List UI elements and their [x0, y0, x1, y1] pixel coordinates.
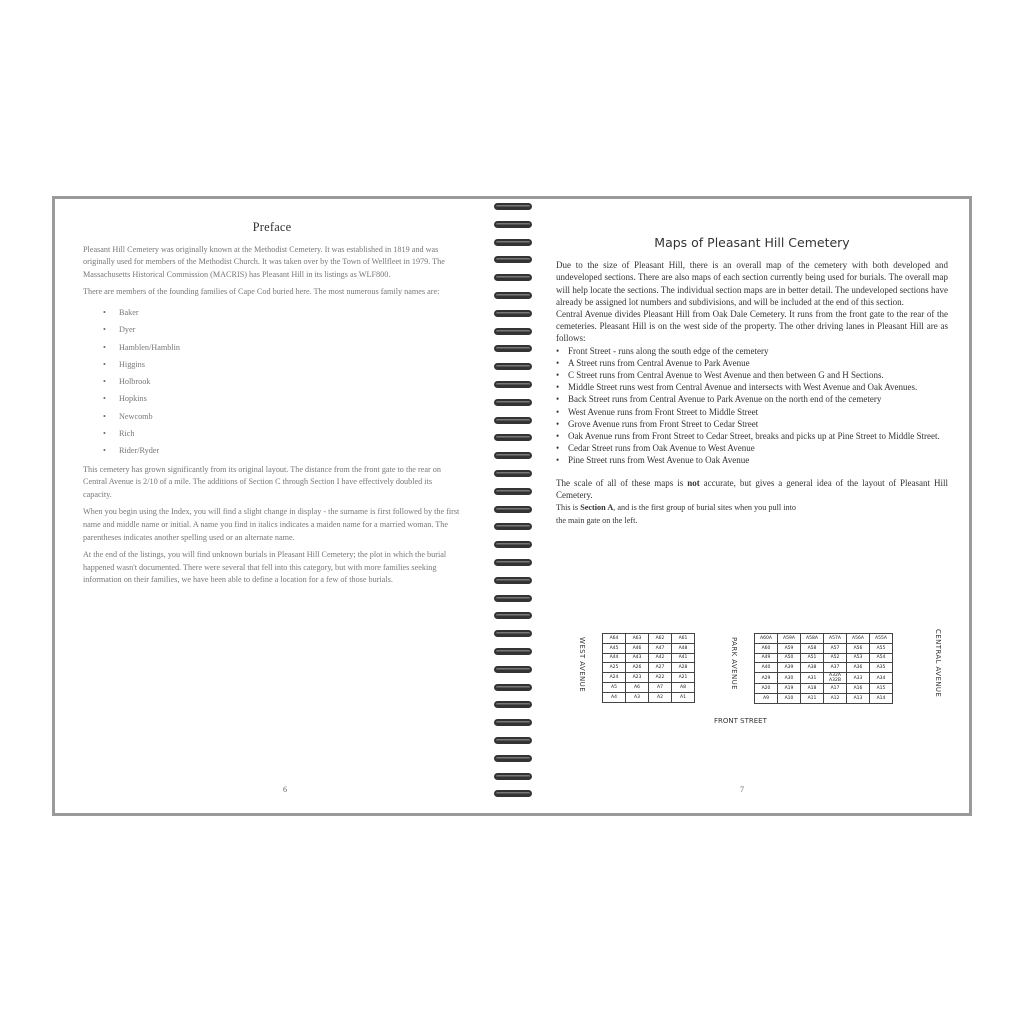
scale-note-emphasis: not: [687, 477, 700, 488]
lot-cell: A14: [870, 693, 893, 703]
grid-row: [603, 634, 695, 644]
lot-cell: A17: [824, 684, 847, 694]
spiral-coil: [490, 202, 536, 212]
lot-cell: A58: [801, 643, 824, 653]
lot-cell: A55A: [870, 634, 893, 644]
spiral-coil: [490, 433, 536, 443]
lot-cell: A57: [824, 643, 847, 653]
lot-cell: A60: [755, 643, 778, 653]
list-item: • Cedar Street runs from Oak Avenue to West Avenue: [568, 442, 948, 454]
lot-cell: A64: [603, 634, 626, 644]
list-item: • Newcomb: [119, 408, 461, 425]
lot-cell: A5: [603, 682, 626, 692]
section-name: Section A: [580, 503, 614, 513]
lot-cell: A57A: [824, 634, 847, 644]
list-item: • Pine Street runs from West Avenue to Oak Avenue: [568, 454, 948, 466]
lot-cell: A4: [603, 692, 626, 702]
lot-cell: A1: [672, 692, 695, 702]
lot-cell: A32A A32B: [824, 673, 847, 684]
preface-paragraph: Pleasant Hill Cemetery was originally known at the Methodist Cemetery. It was established in 1819 and was originally used for members of the Methodist Church. It was taken over by the Town of Wellfleet in 1979. The Massachusetts Historical Commission (MACRIS) has Pleasant Hill in its listings as WLF800.: [83, 244, 445, 279]
lot-cell: A16: [847, 684, 870, 694]
list-item: • A Street runs from Central Avenue to Park Avenue: [568, 357, 948, 369]
spiral-coil: [490, 416, 536, 426]
spiral-coil: [490, 220, 536, 230]
lot-cell: A43: [626, 653, 649, 663]
lot-cell: A59: [778, 643, 801, 653]
list-item: • Middle Street runs west from Central Avenue and intersects with West Avenue and Oak Avenues.: [568, 381, 948, 393]
list-item: • Hamblen/Hamblin: [119, 339, 461, 356]
spiral-coil: [490, 772, 536, 782]
lot-cell: A46: [626, 643, 649, 653]
lot-cell: A29: [755, 673, 778, 684]
spiral-coil: [490, 736, 536, 746]
maps-content: [556, 237, 948, 527]
spiral-coil: [490, 665, 536, 675]
west-avenue-label: WEST AVENUE: [578, 637, 586, 693]
spiral-coil: [490, 647, 536, 657]
page-title: Maps of Pleasant Hill Cemetery: [654, 235, 850, 250]
lot-cell: A56: [847, 643, 870, 653]
park-avenue-label: PARK AVENUE: [730, 637, 738, 690]
list-item: • Hopkins: [119, 390, 461, 407]
maps-paragraph: Central Avenue divides Pleasant Hill from Oak Dale Cemetery. It runs from the front gate to the rear of the cemeteries. Pleasant Hill is on the west side of the property. The other driving lanes in Pleasant Hill are as follows:: [556, 309, 948, 344]
lot-cell: A58A: [801, 634, 824, 644]
spiral-coil: [490, 718, 536, 728]
lot-cell: A3: [626, 692, 649, 702]
lot-cell: A44: [603, 653, 626, 663]
grid-row: [755, 684, 893, 694]
section-a-grid-right: [754, 633, 893, 704]
lot-cell: A47: [649, 643, 672, 653]
spiral-coil: [490, 700, 536, 710]
lot-cell: A39: [778, 663, 801, 673]
lot-cell: A23: [626, 673, 649, 683]
preface-content: [83, 217, 461, 592]
spiral-coil: [490, 487, 536, 497]
scale-note-text: accurate, but gives a general idea of the layout of Pleasant Hill Cemetery.: [556, 477, 948, 500]
lot-cell: A50: [778, 653, 801, 663]
spiral-coil: [490, 398, 536, 408]
list-item: • Front Street - runs along the south edge of the cemetery: [568, 345, 948, 357]
list-item: • Higgins: [119, 356, 461, 373]
section-a-grid-left: [602, 633, 695, 703]
section-a-map: [532, 629, 952, 749]
lot-cell: A42: [649, 653, 672, 663]
lot-cell: A8: [672, 682, 695, 692]
spiral-coil: [490, 309, 536, 319]
lot-cell: A34: [870, 673, 893, 684]
spiral-coil: [490, 789, 536, 799]
section-note-text: This is: [556, 503, 581, 513]
spiral-coil: [490, 594, 536, 604]
list-item: • Dyer: [119, 321, 461, 338]
lot-cell: A53: [847, 653, 870, 663]
section-note: [556, 501, 796, 527]
lot-cell: A19: [778, 684, 801, 694]
grid-row: [603, 653, 695, 663]
grid-row: [755, 693, 893, 703]
spiral-coil: [490, 291, 536, 301]
lot-cell: A24: [603, 673, 626, 683]
spiral-coil: [490, 683, 536, 693]
lot-cell: A49: [755, 653, 778, 663]
list-item: • Rich: [119, 425, 461, 442]
scale-note: [556, 477, 948, 501]
grid-row: [755, 634, 893, 644]
lot-cell: A63: [626, 634, 649, 644]
spiral-coil: [490, 344, 536, 354]
lot-cell: A25: [603, 663, 626, 673]
spiral-coil: [490, 629, 536, 639]
lot-cell: A11: [801, 693, 824, 703]
grid-row: [603, 682, 695, 692]
lot-cell: A18: [801, 684, 824, 694]
spiral-coil: [490, 255, 536, 265]
lot-cell: A26: [626, 663, 649, 673]
lot-cell: A2: [649, 692, 672, 702]
preface-paragraph: When you begin using the Index, you will find a slight change in display - the surname is first followed by the first name and middle name or initial. A name you find in italics indicates a maiden name for a married woman. The parentheses indicates another spelling used or an alternate name.: [83, 507, 460, 542]
lot-cell: A27: [649, 663, 672, 673]
spiral-coil: [490, 540, 536, 550]
spiral-coil: [490, 754, 536, 764]
spiral-coil: [490, 380, 536, 390]
spiral-coil: [490, 238, 536, 248]
lot-cell: A56A: [847, 634, 870, 644]
lot-cell: A13: [847, 693, 870, 703]
lot-cell: A62: [649, 634, 672, 644]
lot-cell: A51: [801, 653, 824, 663]
lot-cell: A54: [870, 653, 893, 663]
list-item: • C Street runs from Central Avenue to West Avenue and then between G and H Sections.: [568, 369, 948, 381]
grid-row: [755, 663, 893, 673]
spiral-coil: [490, 273, 536, 283]
family-list: [83, 304, 461, 460]
spiral-coil: [490, 522, 536, 532]
list-item: • West Avenue runs from Front Street to Middle Street: [568, 406, 948, 418]
front-street-label: FRONT STREET: [714, 717, 767, 725]
lot-cell: A41: [672, 653, 695, 663]
right-page: [514, 196, 972, 816]
lot-cell: A10: [778, 693, 801, 703]
grid-row: [755, 653, 893, 663]
maps-paragraph: Due to the size of Pleasant Hill, there is an overall map of the cemetery with both developed and undeveloped sections. There are also maps of each section currently being used for burials. The overall map will help locate the sections. The individual section maps are in better detail. The undeveloped sections have already be assigned lot numbers and subdivisions, and will be included at the end of this section.: [556, 260, 948, 307]
grid-row: [603, 643, 695, 653]
lot-cell: A61: [672, 634, 695, 644]
list-item: • Rider/Ryder: [119, 442, 461, 459]
lot-cell: A28: [672, 663, 695, 673]
spiral-coil: [490, 558, 536, 568]
lot-cell: A48: [672, 643, 695, 653]
list-item: • Back Street runs from Central Avenue to Park Avenue on the north end of the cemetery: [568, 393, 948, 405]
lot-cell: A45: [603, 643, 626, 653]
lot-cell: A52: [824, 653, 847, 663]
central-avenue-label: CENTRAL AVENUE: [934, 629, 942, 698]
lot-cell: A12: [824, 693, 847, 703]
preface-paragraph: There are members of the founding families of Cape Cod buried here. The most numerous family names are:: [83, 287, 440, 297]
page-number: 6: [283, 785, 287, 794]
spiral-coil: [490, 451, 536, 461]
grid-row: [755, 643, 893, 653]
lot-cell: A21: [672, 673, 695, 683]
lot-cell: A38: [801, 663, 824, 673]
lot-cell: A9: [755, 693, 778, 703]
lot-cell: A31: [801, 673, 824, 684]
lot-cell: A60A: [755, 634, 778, 644]
spiral-coil: [490, 362, 536, 372]
lot-cell: A37: [824, 663, 847, 673]
grid-row: [755, 673, 893, 684]
lot-cell: A40: [755, 663, 778, 673]
lanes-list: [556, 345, 948, 467]
lot-cell: A55: [870, 643, 893, 653]
spiral-coil: [490, 611, 536, 621]
list-item: • Oak Avenue runs from Front Street to Cedar Street, breaks and picks up at Pine Street to Middle Street.: [568, 430, 948, 442]
lot-cell: A7: [649, 682, 672, 692]
scale-note-text: The scale of all of these maps is: [556, 477, 688, 488]
left-page: [52, 196, 514, 816]
spiral-notebook: [52, 196, 972, 820]
preface-paragraph: At the end of the listings, you will find unknown burials in Pleasant Hill Cemetery; the plot in which the burial happened wasn't documented. There were several that fell into this category, but with more families seeking information on their families, we have been able to define a location for a few of those burials.: [83, 550, 447, 585]
lot-cell: A22: [649, 673, 672, 683]
lot-cell: A6: [626, 682, 649, 692]
spiral-binding: [490, 202, 538, 812]
lot-cell: A33: [847, 673, 870, 684]
page-number: 7: [740, 785, 744, 794]
preface-paragraph: This cemetery has grown significantly from its original layout. The distance from the front gate to the rear on Central Avenue is 2/10 of a mile. The additions of Section C through Section I have effectively doubled its capacity.: [83, 464, 441, 499]
grid-row: [603, 663, 695, 673]
grid-row: [603, 673, 695, 683]
spiral-coil: [490, 469, 536, 479]
lot-cell: A36: [847, 663, 870, 673]
list-item: • Grove Avenue runs from Front Street to Cedar Street: [568, 418, 948, 430]
spiral-coil: [490, 576, 536, 586]
list-item: • Baker: [119, 304, 461, 321]
lot-cell: A35: [870, 663, 893, 673]
lot-cell: A59A: [778, 634, 801, 644]
lot-cell: A30: [778, 673, 801, 684]
lot-cell: A15: [870, 684, 893, 694]
section-note-text: , and is the first group of burial sites when you pull into the main gate on the left.: [556, 503, 796, 526]
grid-row: [603, 692, 695, 702]
spiral-coil: [490, 505, 536, 515]
list-item: • Holbrook: [119, 373, 461, 390]
page-title: Preface: [252, 220, 292, 234]
spiral-coil: [490, 327, 536, 337]
lot-cell: A20: [755, 684, 778, 694]
